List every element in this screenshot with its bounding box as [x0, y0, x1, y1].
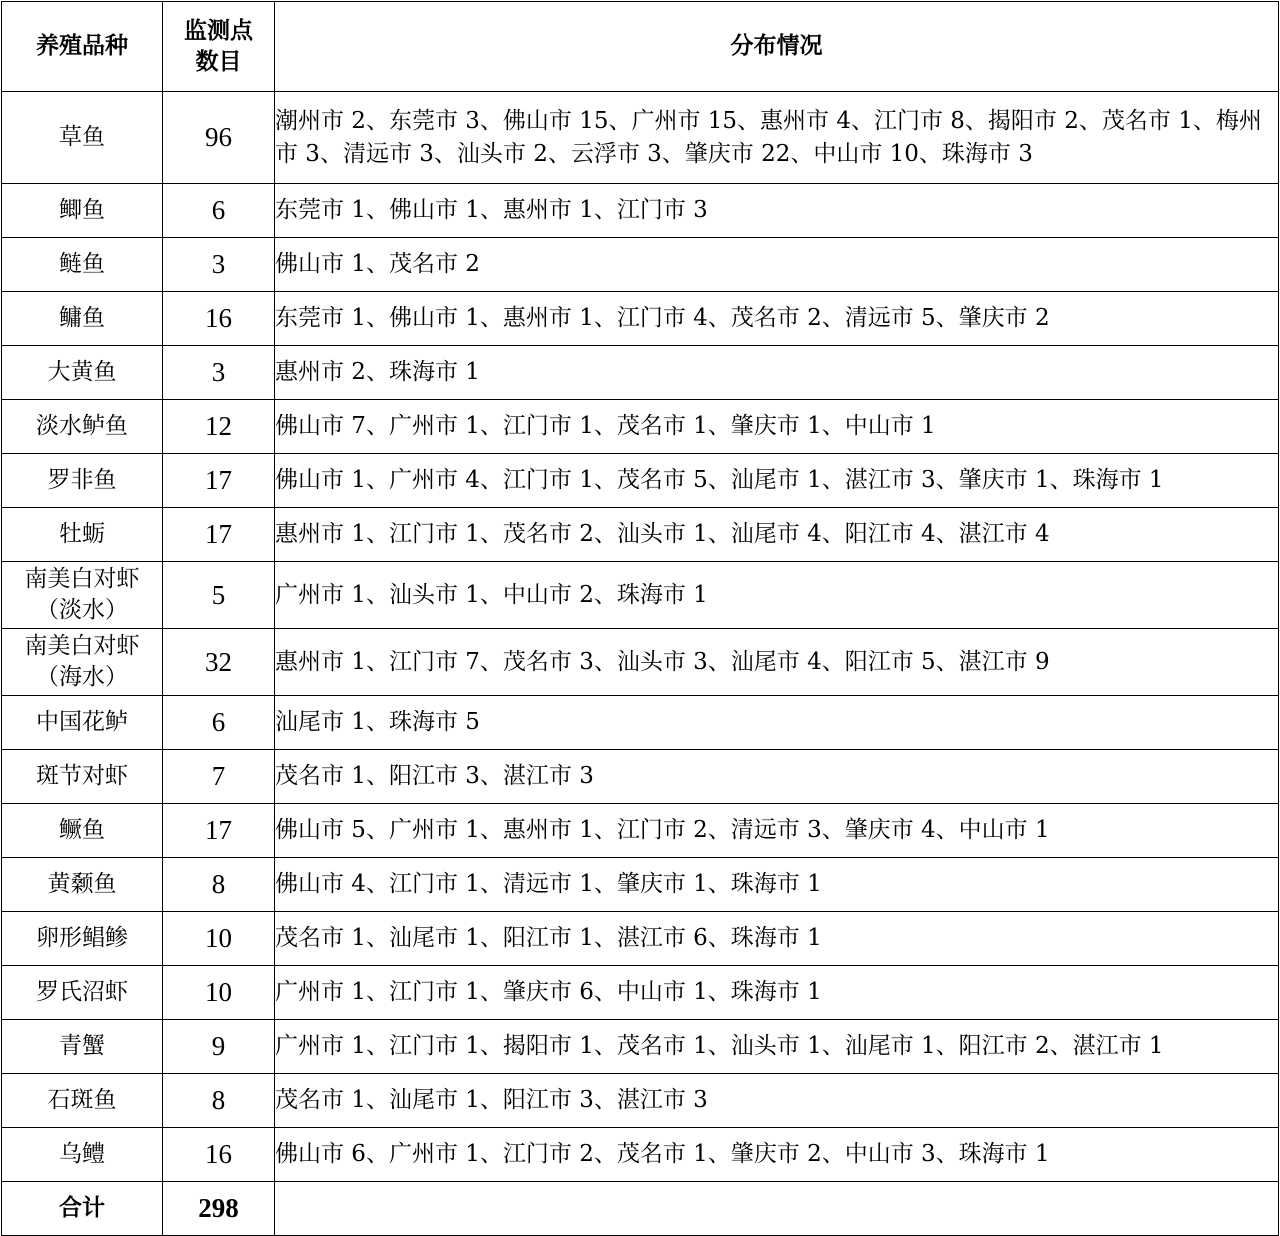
distribution-cell: 佛山市 1、广州市 4、江门市 1、茂名市 5、汕尾市 1、湛江市 3、肇庆市 1、珠海市 1 [275, 454, 1279, 508]
count-cell: 3 [163, 346, 275, 400]
species-cell: 罗非鱼 [2, 454, 163, 508]
distribution-cell: 汕尾市 1、珠海市 5 [275, 696, 1279, 750]
count-cell: 16 [163, 292, 275, 346]
total-label: 合计 [2, 1182, 163, 1236]
species-cell: 斑节对虾 [2, 750, 163, 804]
count-cell: 17 [163, 508, 275, 562]
distribution-cell: 惠州市 1、江门市 7、茂名市 3、汕头市 3、汕尾市 4、阳江市 5、湛江市 9 [275, 629, 1279, 696]
table-row [2, 238, 1279, 292]
total-count: 298 [163, 1182, 275, 1236]
table-row [2, 1128, 1279, 1182]
table-row [2, 292, 1279, 346]
count-cell: 5 [163, 562, 275, 629]
distribution-cell: 广州市 1、江门市 1、揭阳市 1、茂名市 1、汕头市 1、汕尾市 1、阳江市 2、湛江市 1 [275, 1020, 1279, 1074]
table-row [2, 508, 1279, 562]
table-row [2, 1074, 1279, 1128]
count-cell: 6 [163, 184, 275, 238]
distribution-cell: 佛山市 1、茂名市 2 [275, 238, 1279, 292]
count-cell: 10 [163, 912, 275, 966]
distribution-cell: 佛山市 5、广州市 1、惠州市 1、江门市 2、清远市 3、肇庆市 4、中山市 1 [275, 804, 1279, 858]
count-cell: 8 [163, 1074, 275, 1128]
species-cell: 鲢鱼 [2, 238, 163, 292]
species-cell: 鳜鱼 [2, 804, 163, 858]
species-cell: 石斑鱼 [2, 1074, 163, 1128]
table-row [2, 912, 1279, 966]
distribution-cell: 茂名市 1、汕尾市 1、阳江市 3、湛江市 3 [275, 1074, 1279, 1128]
table-row [2, 1020, 1279, 1074]
species-cell: 鲫鱼 [2, 184, 163, 238]
distribution-cell: 惠州市 2、珠海市 1 [275, 346, 1279, 400]
distribution-cell: 佛山市 6、广州市 1、江门市 2、茂名市 1、肇庆市 2、中山市 3、珠海市 1 [275, 1128, 1279, 1182]
count-cell: 7 [163, 750, 275, 804]
table-row [2, 92, 1279, 184]
distribution-cell: 茂名市 1、汕尾市 1、阳江市 1、湛江市 6、珠海市 1 [275, 912, 1279, 966]
header-count: 监测点 数目 [163, 2, 275, 92]
count-cell: 12 [163, 400, 275, 454]
species-cell: 鳙鱼 [2, 292, 163, 346]
distribution-cell: 东莞市 1、佛山市 1、惠州市 1、江门市 4、茂名市 2、清远市 5、肇庆市 2 [275, 292, 1279, 346]
count-cell: 17 [163, 454, 275, 508]
table-row [2, 184, 1279, 238]
species-cell: 中国花鲈 [2, 696, 163, 750]
header-species: 养殖品种 [2, 2, 163, 92]
header-row [2, 2, 1279, 92]
count-cell: 3 [163, 238, 275, 292]
table-row [2, 400, 1279, 454]
species-cell: 淡水鲈鱼 [2, 400, 163, 454]
table-row [2, 629, 1279, 696]
table-row [2, 858, 1279, 912]
header-distribution: 分布情况 [275, 2, 1279, 92]
distribution-cell: 广州市 1、汕头市 1、中山市 2、珠海市 1 [275, 562, 1279, 629]
monitoring-table [1, 1, 1279, 1236]
distribution-cell: 潮州市 2、东莞市 3、佛山市 15、广州市 15、惠州市 4、江门市 8、揭阳市 2、茂名市 1、梅州市 3、清远市 3、汕头市 2、云浮市 3、肇庆市 22、中山市 10、珠海市 3 [275, 92, 1279, 184]
species-cell: 青蟹 [2, 1020, 163, 1074]
distribution-cell: 佛山市 7、广州市 1、江门市 1、茂名市 1、肇庆市 1、中山市 1 [275, 400, 1279, 454]
count-cell: 16 [163, 1128, 275, 1182]
distribution-cell: 广州市 1、江门市 1、肇庆市 6、中山市 1、珠海市 1 [275, 966, 1279, 1020]
total-row [2, 1182, 1279, 1236]
species-cell: 南美白对虾 （淡水） [2, 562, 163, 629]
species-cell: 卵形鲳鲹 [2, 912, 163, 966]
species-cell: 牡蛎 [2, 508, 163, 562]
table-row [2, 966, 1279, 1020]
table-row [2, 750, 1279, 804]
species-cell: 大黄鱼 [2, 346, 163, 400]
table-row [2, 804, 1279, 858]
species-cell: 草鱼 [2, 92, 163, 184]
count-cell: 8 [163, 858, 275, 912]
species-cell: 南美白对虾 （海水） [2, 629, 163, 696]
total-distribution [275, 1182, 1279, 1236]
table-row [2, 346, 1279, 400]
count-cell: 9 [163, 1020, 275, 1074]
table-row [2, 696, 1279, 750]
species-cell: 黄颡鱼 [2, 858, 163, 912]
distribution-cell: 东莞市 1、佛山市 1、惠州市 1、江门市 3 [275, 184, 1279, 238]
table-row [2, 454, 1279, 508]
count-cell: 10 [163, 966, 275, 1020]
species-cell: 乌鳢 [2, 1128, 163, 1182]
distribution-cell: 茂名市 1、阳江市 3、湛江市 3 [275, 750, 1279, 804]
count-cell: 17 [163, 804, 275, 858]
count-cell: 6 [163, 696, 275, 750]
distribution-cell: 惠州市 1、江门市 1、茂名市 2、汕头市 1、汕尾市 4、阳江市 4、湛江市 4 [275, 508, 1279, 562]
species-cell: 罗氏沼虾 [2, 966, 163, 1020]
count-cell: 32 [163, 629, 275, 696]
distribution-cell: 佛山市 4、江门市 1、清远市 1、肇庆市 1、珠海市 1 [275, 858, 1279, 912]
count-cell: 96 [163, 92, 275, 184]
table-row [2, 562, 1279, 629]
